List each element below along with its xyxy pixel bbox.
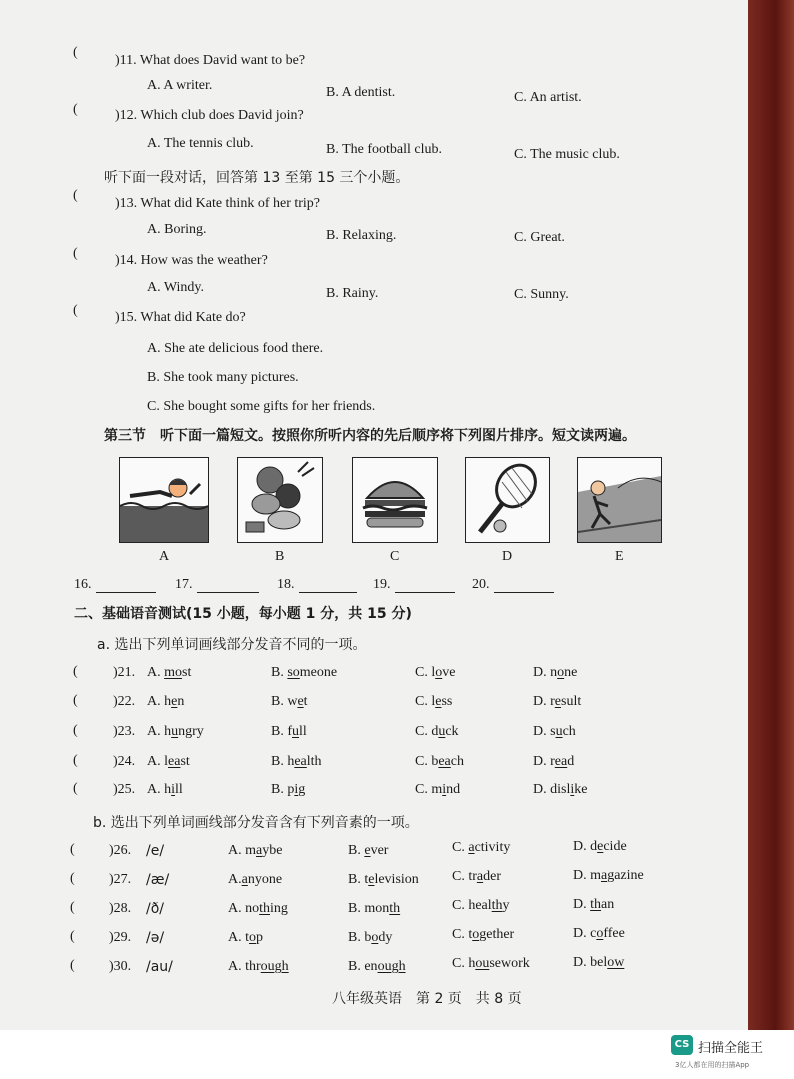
option-text: D. s: [533, 724, 556, 739]
option-text: C. tr: [452, 869, 477, 884]
option-text: A.: [228, 872, 242, 887]
option-text: ss: [441, 694, 453, 709]
picture-d: [465, 457, 550, 543]
underlined-part: a: [241, 872, 248, 887]
q21-option-c: [415, 665, 455, 681]
q30-option-c: [452, 956, 530, 972]
part-2b-instruction: b. 选出下列单词画线部分发音含有下列音素的一项。: [93, 815, 419, 831]
blank-number: 18.: [277, 577, 295, 592]
underlined-part: ou: [475, 956, 490, 971]
underlined-part: mo: [164, 665, 183, 680]
blank-number: 16.: [74, 577, 92, 592]
underlined-part: ow: [607, 955, 625, 970]
underlined-part: i: [171, 782, 176, 797]
option-text: ch: [450, 754, 464, 769]
option-text: A. t: [228, 930, 249, 945]
option-text: ll: [299, 724, 307, 739]
option-text: C. b: [415, 754, 439, 769]
underlined-part: e: [554, 694, 561, 709]
q23-option-b: [271, 724, 307, 740]
underlined-part: u: [171, 724, 179, 739]
option-text: D. r: [533, 754, 555, 769]
answer-paren[interactable]: (: [73, 664, 78, 679]
logo-name: 扫描全能王: [698, 1041, 764, 1056]
answer-paren[interactable]: (: [70, 958, 75, 973]
q11-option-c: C. An artist.: [514, 90, 582, 105]
option-text: ver: [370, 843, 389, 858]
q28-option-c: [452, 898, 510, 914]
q15-stem: )15. What did Kate do?: [115, 310, 246, 325]
q14-option-b: B. Rainy.: [326, 286, 379, 301]
q27-option-d: [573, 868, 644, 884]
picture-b: [237, 457, 323, 543]
option-text: ngry: [178, 724, 204, 739]
option-text: an: [601, 897, 615, 912]
q13-option-c: C. Great.: [514, 230, 565, 245]
underlined-part: e: [171, 694, 178, 709]
picture-label-a: A: [159, 549, 170, 564]
running-boy-icon: [578, 458, 661, 542]
option-text: D. c: [573, 926, 597, 941]
blank-number: 19.: [373, 577, 391, 592]
q12-option-c: C. The music club.: [514, 147, 620, 162]
option-text: levision: [374, 872, 419, 887]
option-text: g: [298, 782, 306, 797]
option-text: ch: [562, 724, 576, 739]
option-text: sework: [489, 956, 530, 971]
underlined-part: a: [468, 840, 475, 855]
q23-number: )23.: [113, 724, 136, 739]
option-text: st: [182, 665, 192, 680]
option-text: A. no: [228, 901, 260, 916]
option-text: gether: [479, 927, 515, 942]
option-text: B. f: [271, 724, 292, 739]
underlined-part: e: [597, 839, 604, 854]
q30-option-d: [573, 955, 624, 971]
option-text: D. disl: [533, 782, 571, 797]
q14-option-c: C. Sunny.: [514, 287, 569, 302]
q30-number: )30.: [109, 959, 132, 974]
underlined-part: so: [287, 665, 300, 680]
option-text: B. en: [348, 959, 378, 974]
answer-blank-20[interactable]: [472, 577, 554, 593]
q26-phoneme: /e/: [146, 843, 165, 859]
option-text: C. d: [415, 724, 439, 739]
q12-stem: )12. Which club does David join?: [115, 108, 304, 123]
underlined-part: o: [596, 926, 604, 941]
q15-option-b: B. She took many pictures.: [147, 370, 299, 385]
q21-option-b: [271, 665, 337, 681]
q12-option-b: B. The football club.: [326, 142, 442, 157]
q23-option-c: [415, 724, 459, 740]
option-text: y: [502, 898, 510, 913]
q28-option-b: [348, 901, 400, 917]
answer-blank-16[interactable]: [74, 577, 156, 593]
q24-option-b: [271, 754, 322, 770]
q27-option-b: [348, 872, 419, 888]
underlined-part: u: [438, 724, 446, 739]
q27-number: )27.: [109, 872, 132, 887]
q26-option-c: [452, 840, 510, 856]
instruction-13-15: 听下面一段对话，回答第 13 至第 15 三个小题。: [104, 170, 410, 186]
underlined-part: ea: [438, 754, 451, 769]
q11-option-b: B. A dentist.: [326, 85, 396, 100]
option-text: C. m: [415, 782, 443, 797]
option-text: D.: [573, 897, 591, 912]
option-text: B. w: [271, 694, 298, 709]
option-text: t: [303, 694, 308, 709]
option-text: sult: [561, 694, 582, 709]
underlined-part: i: [442, 782, 447, 797]
q27-phoneme: /æ/: [146, 872, 170, 888]
answer-blank-17[interactable]: [175, 577, 259, 593]
underlined-part: o: [371, 930, 379, 945]
option-text: B. b: [348, 930, 372, 945]
option-text: C.: [452, 840, 469, 855]
q13-stem: )13. What did Kate think of her trip?: [115, 196, 321, 211]
answer-paren[interactable]: (: [73, 188, 78, 203]
option-text: meone: [299, 665, 338, 680]
q25-option-c: [415, 782, 460, 798]
underlined-part: ea: [554, 754, 568, 769]
underlined-part: a: [601, 868, 608, 883]
q29-option-a: [228, 930, 263, 946]
underlined-part: u: [292, 724, 299, 739]
underlined-part: a: [476, 869, 484, 884]
option-text: ffee: [603, 926, 625, 941]
q30-option-b: [348, 959, 406, 975]
q25-number: )25.: [113, 782, 136, 797]
option-text: ve: [442, 665, 456, 680]
option-text: B. p: [271, 782, 295, 797]
underlined-part: ea: [168, 754, 181, 769]
underlined-part: e: [368, 872, 375, 887]
q28-number: )28.: [109, 901, 132, 916]
underlined-part: e: [364, 843, 371, 858]
q22-option-c: [415, 694, 452, 710]
q24-option-a: [147, 754, 190, 770]
option-text: d: [567, 754, 575, 769]
q24-option-c: [415, 754, 464, 770]
q26-option-b: [348, 843, 388, 859]
q14-stem: )14. How was the weather?: [115, 253, 268, 268]
option-text: nyone: [247, 872, 283, 887]
answer-paren[interactable]: (: [73, 723, 78, 738]
underlined-part: e: [435, 694, 442, 709]
q21-number: )21.: [113, 665, 136, 680]
option-text: D. d: [573, 839, 598, 854]
q26-option-a: [228, 843, 282, 859]
option-text: C. heal: [452, 898, 492, 913]
option-text: A.: [147, 665, 165, 680]
q11-option-a: A. A writer.: [147, 78, 213, 93]
underlined-part: e: [297, 694, 304, 709]
option-text: B.: [271, 665, 288, 680]
picture-label-c: C: [390, 549, 400, 564]
picture-label-d: D: [502, 549, 513, 564]
option-text: B. t: [348, 872, 369, 887]
answer-blank-19[interactable]: [373, 577, 455, 593]
answer-paren[interactable]: (: [70, 842, 75, 857]
underlined-part: th: [491, 898, 503, 913]
q14-option-a: A. Windy.: [147, 280, 204, 295]
option-text: p: [256, 930, 263, 945]
option-text: B. mon: [348, 901, 390, 916]
answer-blank-18[interactable]: [277, 577, 357, 593]
table-background: [748, 0, 794, 1030]
option-text: ctivity: [474, 840, 511, 855]
underlined-part: th: [590, 897, 602, 912]
q15-option-a: A. She ate delicious food there.: [147, 341, 324, 356]
option-text: A. thr: [228, 959, 261, 974]
q28-option-a: [228, 901, 288, 917]
option-text: B. h: [271, 754, 295, 769]
option-text: gazine: [607, 868, 644, 883]
q29-option-d: [573, 926, 625, 942]
underlined-part: ough: [260, 959, 289, 974]
underlined-part: ough: [377, 959, 406, 974]
q22-number: )22.: [113, 694, 136, 709]
blank-number: 17.: [175, 577, 193, 592]
part-2a-instruction: a. 选出下列单词画线部分发音不同的一项。: [97, 637, 367, 653]
q29-number: )29.: [109, 930, 132, 945]
q25-option-b: [271, 782, 305, 798]
q24-option-d: [533, 754, 574, 770]
q26-number: )26.: [109, 843, 132, 858]
section-3-instruction: 第三节 听下面一篇短文。按照你所听内容的先后顺序将下列图片排序。短文读两遍。: [104, 428, 636, 444]
answer-paren[interactable]: (: [73, 246, 78, 261]
option-text: C. l: [415, 694, 436, 709]
option-text: ybe: [262, 843, 283, 858]
q25-option-d: [533, 782, 587, 798]
picture-label-e: E: [615, 549, 624, 564]
option-text: D. n: [533, 665, 558, 680]
q21-option-d: [533, 665, 577, 681]
option-text: C. t: [452, 927, 473, 942]
underlined-part: i: [294, 782, 299, 797]
option-text: D. bel: [573, 955, 608, 970]
option-text: C. h: [452, 956, 476, 971]
q22-option-a: [147, 694, 184, 710]
q12-option-a: A. The tennis club.: [147, 136, 254, 151]
answer-paren[interactable]: (: [70, 929, 75, 944]
q13-option-b: B. Relaxing.: [326, 228, 397, 243]
option-text: ck: [445, 724, 459, 739]
page-footer: 八年级英语 第 2 页 共 8 页: [332, 991, 522, 1007]
option-text: D. m: [573, 868, 601, 883]
picture-e: [577, 457, 662, 543]
answer-paren[interactable]: (: [73, 693, 78, 708]
q23-option-a: [147, 724, 204, 740]
q26-option-d: [573, 839, 627, 855]
option-text: C. l: [415, 665, 436, 680]
picture-a: [119, 457, 209, 543]
answer-paren[interactable]: (: [70, 871, 75, 886]
q13-option-a: A. Boring.: [147, 222, 207, 237]
option-text: lth: [306, 754, 322, 769]
q24-number: )24.: [113, 754, 136, 769]
option-text: A. h: [147, 724, 172, 739]
tennis-racket-icon: [466, 458, 549, 542]
hamburger-icon: [353, 458, 437, 542]
q29-phoneme: /ə/: [146, 930, 165, 946]
q30-phoneme: /au/: [146, 959, 173, 975]
option-text: n: [177, 694, 185, 709]
q25-option-a: [147, 782, 183, 798]
q22-option-b: [271, 694, 308, 710]
underlined-part: o: [435, 665, 443, 680]
q29-option-c: [452, 927, 514, 943]
option-text: A. l: [147, 754, 168, 769]
q28-option-d: [573, 897, 614, 913]
answer-paren[interactable]: (: [73, 781, 78, 796]
option-text: dy: [378, 930, 393, 945]
answer-paren[interactable]: (: [73, 753, 78, 768]
underlined-part: th: [389, 901, 401, 916]
answer-paren[interactable]: (: [73, 303, 78, 318]
underlined-part: a: [256, 843, 263, 858]
option-text: der: [483, 869, 501, 884]
cs-badge-icon: CS: [671, 1035, 693, 1055]
blank-number: 20.: [472, 577, 490, 592]
underlined-part: i: [570, 782, 575, 797]
vegetables-icon: [238, 458, 322, 542]
q15-option-c: C. She bought some gifts for her friends.: [147, 399, 376, 414]
option-text: A. h: [147, 694, 172, 709]
underlined-part: o: [472, 927, 480, 942]
underlined-part: o: [557, 665, 565, 680]
q22-option-d: [533, 694, 581, 710]
q11-stem: )11. What does David want to be?: [115, 53, 306, 68]
part-2-title: 二、基础语音测试(15 小题，每小题 1 分，共 15 分): [74, 606, 412, 622]
option-text: nd: [446, 782, 461, 797]
option-text: B.: [348, 843, 365, 858]
q28-phoneme: /ð/: [146, 901, 164, 917]
q29-option-b: [348, 930, 392, 946]
q30-option-a: [228, 959, 289, 975]
q27-option-c: [452, 869, 501, 885]
option-text: ne: [564, 665, 578, 680]
answer-paren[interactable]: (: [73, 102, 78, 117]
picture-c: [352, 457, 438, 543]
underlined-part: th: [259, 901, 271, 916]
option-text: A. h: [147, 782, 172, 797]
option-text: cide: [603, 839, 627, 854]
q23-option-d: [533, 724, 576, 740]
option-text: ke: [574, 782, 588, 797]
swimming-icon: [120, 458, 208, 542]
underlined-part: o: [249, 930, 256, 945]
answer-paren[interactable]: (: [70, 900, 75, 915]
q27-option-a: [228, 872, 282, 888]
option-text: A. m: [228, 843, 256, 858]
underlined-part: u: [555, 724, 563, 739]
option-text: D. r: [533, 694, 555, 709]
logo-tagline: 3亿人都在用的扫描App: [675, 1061, 750, 1069]
option-text: ing: [270, 901, 288, 916]
picture-label-b: B: [275, 549, 285, 564]
underlined-part: ea: [294, 754, 307, 769]
q21-option-a: [147, 665, 191, 681]
option-text: ll: [175, 782, 183, 797]
answer-paren[interactable]: (: [73, 45, 78, 60]
option-text: st: [180, 754, 190, 769]
